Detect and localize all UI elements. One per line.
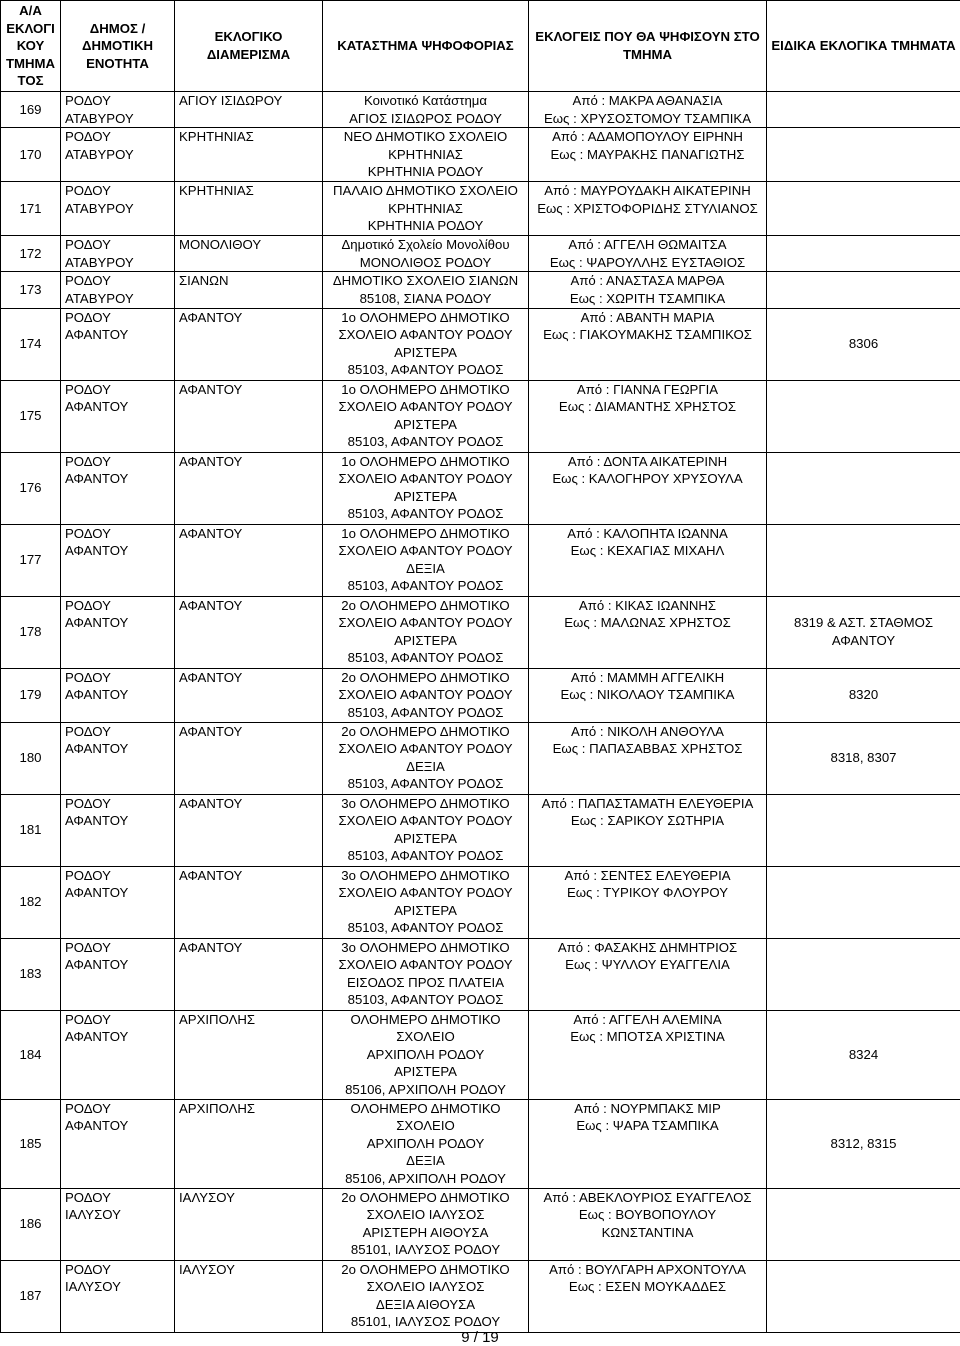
municipality-cell-line: ΡΟΔΟΥ: [65, 273, 111, 289]
section-number-cell: 178: [1, 596, 61, 668]
polling-station-cell-line: ΚΡΗΤΗΝΙΑ ΡΟΔΟΥ: [367, 164, 484, 180]
voter-range-cell: [529, 308, 767, 380]
electoral-district-cell: ΑΦΑΝΤΟΥ: [175, 668, 323, 722]
section-number-cell: 172: [1, 236, 61, 272]
municipality-cell-line: ΑΦΑΝΤΟΥ: [65, 543, 129, 559]
polling-station-cell: [323, 236, 529, 272]
polling-station-cell: [323, 1188, 529, 1260]
polling-station-cell-line: ΑΓΙΟΣ ΙΣΙΔΩΡΟΣ ΡΟΔΟΥ: [349, 110, 502, 126]
voter-range-cell-line: Από : ΚΙΚΑΣ ΙΩΑΝΝΗΣ: [578, 597, 717, 613]
polling-station-cell-line: 2ο ΟΛΟΗΜΕΡΟ ΔΗΜΟΤΙΚΟ: [341, 669, 510, 685]
electoral-district-cell: ΑΦΑΝΤΟΥ: [175, 380, 323, 452]
polling-station-cell: [323, 128, 529, 182]
voter-range-cell: [529, 92, 767, 128]
voter-range-cell: [529, 668, 767, 722]
voter-range-cell-line: Εως : ΣΑΡΙΚΟΥ ΣΩΤΗΡΙΑ: [570, 813, 725, 829]
voter-range-cell: [529, 722, 767, 794]
section-number-cell: 169: [1, 92, 61, 128]
polling-station-cell: [323, 938, 529, 1010]
polling-station-cell: [323, 380, 529, 452]
voter-range-cell: [529, 380, 767, 452]
electoral-district-cell: ΑΦΑΝΤΟΥ: [175, 596, 323, 668]
polling-station-cell-line: ΚΡΗΤΗΝΙΑ ΡΟΔΟΥ: [367, 218, 484, 234]
polling-station-cell: [323, 182, 529, 236]
municipality-cell-line: ΑΦΑΝΤΟΥ: [65, 957, 129, 973]
municipality-cell-line: ΑΦΑΝΤΟΥ: [65, 687, 129, 703]
electoral-district-cell: ΙΑΛΥΣΟΥ: [175, 1260, 323, 1332]
municipality-cell-line: ΑΦΑΝΤΟΥ: [65, 615, 129, 631]
voter-range-cell-line: Από : ΑΓΓΕΛΗ ΑΛΕΜΙΝΑ: [573, 1011, 722, 1027]
polling-station-cell-line: ΟΛΟΗΜΕΡΟ ΔΗΜΟΤΙΚΟ ΣΧΟΛΕΙΟ: [350, 1011, 501, 1045]
voter-range-cell-line: Εως : ΨΥΛΛΟΥ ΕΥΑΓΓΕΛΙΑ: [565, 957, 730, 973]
polling-station-cell-line: 1ο ΟΛΟΗΜΕΡΟ ΔΗΜΟΤΙΚΟ: [341, 381, 510, 397]
section-number-cell: 177: [1, 524, 61, 596]
polling-station-cell: [323, 92, 529, 128]
polling-station-cell-line: ΣΧΟΛΕΙΟ ΑΦΑΝΤΟΥ ΡΟΔΟΥ: [338, 885, 513, 901]
section-number-cell: 179: [1, 668, 61, 722]
polling-station-cell-line: ΔΕΞΙΑ: [406, 758, 445, 774]
header-polling-station: ΚΑΤΑΣΤΗΜΑ ΨΗΦΟΦΟΡΙΑΣ: [323, 1, 529, 92]
table-row: [1, 668, 960, 722]
special-sections-cell: [767, 1010, 960, 1099]
section-number-cell: 182: [1, 866, 61, 938]
polling-station-cell: [323, 308, 529, 380]
voter-range-cell-line: Από : ΦΑΣΑΚΗΣ ΔΗΜΗΤΡΙΟΣ: [557, 939, 738, 955]
polling-station-cell-line: 1ο ΟΛΟΗΜΕΡΟ ΔΗΜΟΤΙΚΟ: [341, 309, 510, 325]
header-municipality: ΔΗΜΟΣ / ΔΗΜΟΤΙΚΗ ΕΝΟΤΗΤΑ: [61, 1, 175, 92]
municipality-cell-line: ΡΟΔΟΥ: [65, 723, 111, 739]
municipality-cell: [61, 1099, 175, 1188]
special-sections-cell: [767, 1099, 960, 1188]
header-voter-range: ΕΚΛΟΓΕΙΣ ΠΟΥ ΘΑ ΨΗΦΙΣΟΥΝ ΣΤΟ ΤΜΗΜΑ: [529, 1, 767, 92]
polling-station-cell-line: 85106, ΑΡΧΙΠΟΛΗ ΡΟΔΟΥ: [345, 1081, 506, 1097]
voter-range-cell-line: Εως : ΚΑΛΟΓΗΡΟΥ ΧΡΥΣΟΥΛΑ: [552, 471, 743, 487]
special-sections-cell: [767, 668, 960, 722]
polling-station-cell-line: ΔΕΞΙΑ ΑΙΘΟΥΣΑ: [375, 1296, 476, 1312]
polling-station-cell-line: ΣΧΟΛΕΙΟ ΑΦΑΝΤΟΥ ΡΟΔΟΥ: [338, 399, 513, 415]
polling-station-cell-line: ΝΕΟ ΔΗΜΟΤΙΚΟ ΣΧΟΛΕΙΟ: [343, 129, 508, 145]
voter-range-cell-line: Εως : ΧΩΡΙΤΗ ΤΣΑΜΠΙΚΑ: [569, 290, 726, 306]
polling-station-cell-line: ΣΧΟΛΕΙΟ ΑΦΑΝΤΟΥ ΡΟΔΟΥ: [338, 957, 513, 973]
voter-range-cell: [529, 452, 767, 524]
table-row: [1, 236, 960, 272]
special-sections-cell-line: 8306: [848, 336, 879, 352]
voter-range-cell: [529, 182, 767, 236]
voter-range-cell: [529, 128, 767, 182]
municipality-cell: [61, 1010, 175, 1099]
municipality-cell-line: ΡΟΔΟΥ: [65, 381, 111, 397]
municipality-cell: [61, 182, 175, 236]
voter-range-cell-line: Από : ΜΑΜΜΗ ΑΓΓΕΛΙΚΗ: [570, 669, 725, 685]
table-body: [1, 92, 960, 1333]
polling-station-cell: [323, 596, 529, 668]
section-number-cell: 183: [1, 938, 61, 1010]
municipality-cell-line: ΑΦΑΝΤΟΥ: [65, 741, 129, 757]
voter-range-cell-line: Εως : ΝΙΚΟΛΑΟΥ ΤΣΑΜΠΙΚΑ: [560, 687, 735, 703]
special-sections-cell: [767, 866, 960, 938]
polling-station-cell-line: 85101, ΙΑΛΥΣΟΣ ΡΟΔΟΥ: [350, 1314, 501, 1330]
municipality-cell-line: ΡΟΔΟΥ: [65, 1261, 111, 1277]
polling-station-cell-line: ΑΡΙΣΤΕΡΑ: [394, 1064, 457, 1080]
special-sections-cell: [767, 938, 960, 1010]
electoral-district-cell: ΑΓΙΟΥ ΙΣΙΔΩΡΟΥ: [175, 92, 323, 128]
header-row: [1, 1, 960, 92]
electoral-district-cell: ΑΦΑΝΤΟΥ: [175, 524, 323, 596]
section-number-cell: 175: [1, 380, 61, 452]
municipality-cell: [61, 722, 175, 794]
special-sections-cell: [767, 380, 960, 452]
polling-station-cell: [323, 668, 529, 722]
polling-station-cell-line: ΑΡΙΣΤΕΡΑ: [394, 416, 457, 432]
polling-station-cell-line: ΔΕΞΙΑ: [406, 560, 445, 576]
electoral-district-cell: ΣΙΑΝΩΝ: [175, 272, 323, 308]
polling-station-cell-line: 85103, ΑΦΑΝΤΟΥ ΡΟΔΟΣ: [347, 776, 504, 792]
table-row: [1, 452, 960, 524]
municipality-cell: [61, 452, 175, 524]
voter-range-cell: [529, 1260, 767, 1332]
polling-station-cell-line: ΣΧΟΛΕΙΟ ΑΦΑΝΤΟΥ ΡΟΔΟΥ: [338, 813, 513, 829]
voter-range-cell-line: Εως : ΓΙΑΚΟΥΜΑΚΗΣ ΤΣΑΜΠΙΚΟΣ: [543, 327, 752, 343]
special-sections-cell-line: 8319 & ΑΣΤ. ΣΤΑΘΜΟΣ: [793, 615, 933, 631]
municipality-cell: [61, 272, 175, 308]
voter-range-cell-line: Από : ΔΟΝΤΑ ΑΙΚΑΤΕΡΙΝΗ: [567, 453, 728, 469]
municipality-cell: [61, 866, 175, 938]
municipality-cell-line: ΡΟΔΟΥ: [65, 669, 111, 685]
header-special-sections: ΕΙΔΙΚΑ ΕΚΛΟΓΙΚΑ ΤΜΗΜΑΤΑ: [767, 1, 960, 92]
table-row: [1, 128, 960, 182]
voter-range-cell-line: Από : ΑΒΕΚΛΟΥΡΙΟΣ ΕΥΑΓΓΕΛΟΣ: [543, 1189, 752, 1205]
electoral-district-cell: ΚΡΗΤΗΝΙΑΣ: [175, 128, 323, 182]
page-number: 9 / 19: [461, 1329, 499, 1346]
voter-range-cell: [529, 236, 767, 272]
section-number-cell: 187: [1, 1260, 61, 1332]
electoral-district-cell: ΑΦΑΝΤΟΥ: [175, 722, 323, 794]
municipality-cell: [61, 92, 175, 128]
special-sections-cell: [767, 308, 960, 380]
municipality-cell-line: ΑΦΑΝΤΟΥ: [65, 471, 129, 487]
municipality-cell-line: ΡΟΔΟΥ: [65, 93, 111, 108]
voter-range-cell-line: Εως : ΠΑΠΑΣΑΒΒΑΣ ΧΡΗΣΤΟΣ: [552, 741, 743, 757]
special-sections-cell: [767, 1260, 960, 1332]
voter-range-cell-line: ΚΩΝΣΤΑΝΤΙΝΑ: [601, 1224, 694, 1240]
section-number-cell: 173: [1, 272, 61, 308]
municipality-cell: [61, 596, 175, 668]
table-row: [1, 866, 960, 938]
polling-station-cell-line: 3ο ΟΛΟΗΜΕΡΟ ΔΗΜΟΤΙΚΟ: [341, 795, 510, 811]
electoral-district-cell: ΑΦΑΝΤΟΥ: [175, 308, 323, 380]
table-row: [1, 272, 960, 308]
polling-station-cell: [323, 794, 529, 866]
polling-station-cell-line: ΠΑΛΑΙΟ ΔΗΜΟΤΙΚΟ ΣΧΟΛΕΙΟ: [333, 183, 518, 199]
voter-range-cell-line: Από : ΜΑΥΡΟΥΔΑΚΗ ΑΙΚΑΤΕΡΙΝΗ: [544, 183, 751, 199]
special-sections-cell: [767, 272, 960, 308]
polling-station-cell-line: 2ο ΟΛΟΗΜΕΡΟ ΔΗΜΟΤΙΚΟ: [341, 723, 510, 739]
polling-station-cell-line: 85103, ΑΦΑΝΤΟΥ ΡΟΔΟΣ: [347, 362, 504, 378]
voter-range-cell-line: Εως : ΨΑΡΑ ΤΣΑΜΠΙΚΑ: [576, 1118, 719, 1134]
special-sections-cell: [767, 128, 960, 182]
electoral-district-cell: ΑΦΑΝΤΟΥ: [175, 938, 323, 1010]
voter-range-cell-line: Από : ΝΙΚΟΛΗ ΑΝΘΟΥΛΑ: [571, 723, 724, 739]
voter-range-cell-line: Από : ΑΓΓΕΛΗ ΘΩΜΑΙΤΣΑ: [568, 237, 727, 253]
municipality-cell: [61, 794, 175, 866]
polling-station-cell-line: ΑΡΙΣΤΕΡΑ: [394, 902, 457, 918]
polling-station-cell-line: ΣΧΟΛΕΙΟ ΑΦΑΝΤΟΥ ΡΟΔΟΥ: [338, 543, 513, 559]
polling-station-cell-line: ΔΗΜΟΤΙΚΟ ΣΧΟΛΕΙΟ ΣΙΑΝΩΝ: [332, 273, 519, 289]
polling-station-cell-line: ΚΡΗΤΗΝΙΑΣ: [388, 200, 463, 216]
polling-station-cell: [323, 866, 529, 938]
voter-range-cell-line: Από : ΑΔΑΜΟΠΟΥΛΟΥ ΕΙΡΗΝΗ: [552, 129, 743, 145]
municipality-cell: [61, 1260, 175, 1332]
municipality-cell-line: ΡΟΔΟΥ: [65, 129, 111, 145]
polling-station-cell-line: ΜΟΝΟΛΙΘΟΣ ΡΟΔΟΥ: [359, 254, 492, 270]
header-electoral-district: ΕΚΛΟΓΙΚΟ ΔΙΑΜΕΡΙΣΜΑ: [175, 1, 323, 92]
polling-station-cell-line: ΣΧΟΛΕΙΟ ΑΦΑΝΤΟΥ ΡΟΔΟΥ: [338, 615, 513, 631]
polling-station-cell: [323, 524, 529, 596]
municipality-cell: [61, 308, 175, 380]
municipality-cell-line: ΑΤΑΒΥΡΟΥ: [65, 146, 134, 162]
electoral-district-cell: ΑΦΑΝΤΟΥ: [175, 794, 323, 866]
section-number-cell: 174: [1, 308, 61, 380]
voter-range-cell-line: Εως : ΧΡΙΣΤΟΦΟΡΙΔΗΣ ΣΤΥΛΙΑΝΟΣ: [537, 200, 758, 216]
voter-range-cell-line: Από : ΝΟΥΡΜΠΑΚΣ ΜΙΡ: [574, 1100, 721, 1116]
voter-range-cell-line: Εως : ΜΠΟΤΣΑ ΧΡΙΣΤΙΝΑ: [570, 1029, 725, 1045]
special-sections-cell: [767, 452, 960, 524]
municipality-cell-line: ΡΟΔΟΥ: [65, 795, 111, 811]
municipality-cell-line: ΙΑΛΥΣΟΥ: [65, 1207, 121, 1223]
polling-station-cell-line: ΑΡΙΣΤΕΡΑ: [394, 830, 457, 846]
polling-station-cell-line: 85103, ΑΦΑΝΤΟΥ ΡΟΔΟΣ: [347, 434, 504, 450]
municipality-cell-line: ΑΦΑΝΤΟΥ: [65, 813, 129, 829]
municipality-cell-line: ΑΤΑΒΥΡΟΥ: [65, 200, 134, 216]
voter-range-cell: [529, 524, 767, 596]
polling-station-cell-line: Κοινοτικό Κατάστημα: [363, 93, 488, 108]
section-number-cell: 171: [1, 182, 61, 236]
municipality-cell-line: ΡΟΔΟΥ: [65, 183, 111, 199]
polling-station-cell-line: 85101, ΙΑΛΥΣΟΣ ΡΟΔΟΥ: [350, 1242, 501, 1258]
electoral-district-cell: ΑΦΑΝΤΟΥ: [175, 452, 323, 524]
municipality-cell-line: ΡΟΔΟΥ: [65, 939, 111, 955]
municipality-cell-line: ΑΤΑΒΥΡΟΥ: [65, 254, 134, 270]
voter-range-cell-line: Εως : ΨΑΡΟΥΛΛΗΣ ΕΥΣΤΑΘΙΟΣ: [549, 254, 746, 270]
municipality-cell-line: ΡΟΔΟΥ: [65, 309, 111, 325]
polling-station-cell-line: ΑΡΧΙΠΟΛΗ ΡΟΔΟΥ: [366, 1046, 485, 1062]
polling-station-cell-line: ΑΡΙΣΤΕΡΗ ΑΙΘΟΥΣΑ: [362, 1224, 489, 1240]
voter-range-cell: [529, 596, 767, 668]
table-row: [1, 938, 960, 1010]
special-sections-cell-line: 8320: [848, 687, 879, 703]
special-sections-cell-line: ΑΦΑΝΤΟΥ: [831, 633, 896, 649]
polling-station-cell-line: ΔΕΞΙΑ: [406, 1153, 445, 1169]
municipality-cell-line: ΡΟΔΟΥ: [65, 1011, 111, 1027]
polling-station-cell-line: 2ο ΟΛΟΗΜΕΡΟ ΔΗΜΟΤΙΚΟ: [341, 597, 510, 613]
polling-station-cell-line: Δημοτικό Σχολείο Μονολίθου: [341, 237, 510, 253]
section-number-cell: 181: [1, 794, 61, 866]
polling-station-cell: [323, 722, 529, 794]
voter-range-cell-line: Από : ΑΒΑΝΤΗ ΜΑΡΙΑ: [580, 309, 715, 325]
municipality-cell-line: ΑΦΑΝΤΟΥ: [65, 885, 129, 901]
polling-station-cell: [323, 1099, 529, 1188]
polling-station-cell-line: 85103, ΑΦΑΝΤΟΥ ΡΟΔΟΣ: [347, 992, 504, 1008]
voter-range-cell-line: Εως : ΒΟΥΒΟΠΟΥΛΟΥ: [578, 1207, 717, 1223]
polling-station-cell-line: ΣΧΟΛΕΙΟ ΙΑΛΥΣΟΣ: [366, 1279, 485, 1295]
polling-station-cell: [323, 272, 529, 308]
special-sections-cell: [767, 524, 960, 596]
header-section-number: Α/Α ΕΚΛΟΓΙ ΚΟΥ ΤΜΗΜΑ ΤΟΣ: [1, 1, 61, 92]
table-row: [1, 596, 960, 668]
voter-range-cell-line: Εως : ΜΑΥΡΑΚΗΣ ΠΑΝΑΓΙΩΤΗΣ: [550, 146, 745, 162]
voter-range-cell-line: Από : ΣΕΝΤΕΣ ΕΛΕΥΘΕΡΙΑ: [564, 867, 731, 883]
municipality-cell-line: ΙΑΛΥΣΟΥ: [65, 1279, 121, 1295]
voter-range-cell: [529, 1188, 767, 1260]
municipality-cell: [61, 236, 175, 272]
special-sections-cell-line: 8318, 8307: [830, 750, 897, 766]
polling-station-cell-line: 85103, ΑΦΑΝΤΟΥ ΡΟΔΟΣ: [347, 650, 504, 666]
polling-station-cell: [323, 1010, 529, 1099]
municipality-cell-line: ΡΟΔΟΥ: [65, 597, 111, 613]
section-number-cell: 185: [1, 1099, 61, 1188]
section-number-cell: 170: [1, 128, 61, 182]
polling-station-cell-line: 85103, ΑΦΑΝΤΟΥ ΡΟΔΟΣ: [347, 920, 504, 936]
municipality-cell-line: ΡΟΔΟΥ: [65, 867, 111, 883]
polling-station-cell-line: 85103, ΑΦΑΝΤΟΥ ΡΟΔΟΣ: [347, 704, 504, 720]
electoral-district-cell: ΑΡΧΙΠΟΛΗΣ: [175, 1099, 323, 1188]
municipality-cell: [61, 938, 175, 1010]
polling-station-cell-line: 1ο ΟΛΟΗΜΕΡΟ ΔΗΜΟΤΙΚΟ: [341, 453, 510, 469]
polling-station-cell-line: 3ο ΟΛΟΗΜΕΡΟ ΔΗΜΟΤΙΚΟ: [341, 867, 510, 883]
municipality-cell-line: ΡΟΔΟΥ: [65, 525, 111, 541]
section-number-cell: 180: [1, 722, 61, 794]
section-number-cell: 176: [1, 452, 61, 524]
voter-range-cell-line: Από : ΓΙΑΝΝΑ ΓΕΩΡΓΙΑ: [576, 381, 719, 397]
voter-range-cell-line: Από : ΚΑΛΟΠΗΤΑ ΙΩΑΝΝΑ: [567, 525, 728, 541]
municipality-cell-line: ΡΟΔΟΥ: [65, 1100, 111, 1116]
table-row: [1, 524, 960, 596]
voter-range-cell-line: Εως : ΧΡΥΣΟΣΤΟΜΟΥ ΤΣΑΜΠΙΚΑ: [543, 110, 752, 126]
special-sections-cell: [767, 92, 960, 128]
electoral-district-cell: ΑΡΧΙΠΟΛΗΣ: [175, 1010, 323, 1099]
polling-station-cell-line: ΑΡΙΣΤΕΡΑ: [394, 488, 457, 504]
table-row: [1, 92, 960, 128]
electoral-district-cell: ΜΟΝΟΛΙΘΟΥ: [175, 236, 323, 272]
polling-station-cell-line: 85106, ΑΡΧΙΠΟΛΗ ΡΟΔΟΥ: [345, 1170, 506, 1186]
table-row: [1, 182, 960, 236]
municipality-cell-line: ΡΟΔΟΥ: [65, 237, 111, 253]
polling-station-cell: [323, 1260, 529, 1332]
municipality-cell: [61, 380, 175, 452]
special-sections-cell: [767, 722, 960, 794]
voter-range-cell: [529, 1010, 767, 1099]
polling-station-cell-line: 2ο ΟΛΟΗΜΕΡΟ ΔΗΜΟΤΙΚΟ: [341, 1189, 510, 1205]
table-row: [1, 1188, 960, 1260]
special-sections-cell: [767, 236, 960, 272]
electoral-district-cell: ΑΦΑΝΤΟΥ: [175, 866, 323, 938]
voter-range-cell-line: Από : ΑΝΑΣΤΑΣΑ ΜΑΡΘΑ: [570, 273, 725, 289]
polling-station-cell: [323, 452, 529, 524]
voter-range-cell-line: Από : ΜΑΚΡΑ ΑΘΑΝΑΣΙΑ: [572, 93, 723, 108]
polling-station-cell-line: ΕΙΣΟΔΟΣ ΠΡΟΣ ΠΛΑΤΕΙΑ: [346, 974, 505, 990]
table-row: [1, 794, 960, 866]
municipality-cell-line: ΡΟΔΟΥ: [65, 1189, 111, 1205]
section-number-cell: 184: [1, 1010, 61, 1099]
special-sections-cell: [767, 1188, 960, 1260]
special-sections-cell: [767, 596, 960, 668]
polling-station-cell-line: ΚΡΗΤΗΝΙΑΣ: [388, 146, 463, 162]
electoral-district-cell: ΚΡΗΤΗΝΙΑΣ: [175, 182, 323, 236]
voter-range-cell-line: Από : ΠΑΠΑΣΤΑΜΑΤΗ ΕΛΕΥΘΕΡΙΑ: [541, 795, 754, 811]
table-row: [1, 1099, 960, 1188]
voter-range-cell: [529, 866, 767, 938]
voter-range-cell-line: Εως : ΕΣΕΝ ΜΟΥΚΑΔΔΕΣ: [568, 1279, 727, 1295]
electoral-district-cell: ΙΑΛΥΣΟΥ: [175, 1188, 323, 1260]
voter-range-cell: [529, 794, 767, 866]
municipality-cell: [61, 668, 175, 722]
polling-station-cell-line: ΣΧΟΛΕΙΟ ΑΦΑΝΤΟΥ ΡΟΔΟΥ: [338, 471, 513, 487]
polling-station-cell-line: 1ο ΟΛΟΗΜΕΡΟ ΔΗΜΟΤΙΚΟ: [341, 525, 510, 541]
municipality-cell-line: ΑΦΑΝΤΟΥ: [65, 399, 129, 415]
municipality-cell: [61, 1188, 175, 1260]
voter-range-cell-line: Εως : ΚΕΧΑΓΙΑΣ ΜΙΧΑΗΛ: [570, 543, 725, 559]
voter-range-cell-line: Από : ΒΟΥΛΓΑΡΗ ΑΡΧΟΝΤΟΥΛΑ: [549, 1261, 746, 1277]
municipality-cell-line: ΑΤΑΒΥΡΟΥ: [65, 110, 134, 126]
table-row: [1, 1260, 960, 1332]
municipality-cell-line: ΑΦΑΝΤΟΥ: [65, 327, 129, 343]
polling-station-cell-line: ΑΡΙΣΤΕΡΑ: [394, 344, 457, 360]
voter-range-cell: [529, 1099, 767, 1188]
municipality-cell-line: ΑΦΑΝΤΟΥ: [65, 1118, 129, 1134]
polling-station-cell-line: ΣΧΟΛΕΙΟ ΑΦΑΝΤΟΥ ΡΟΔΟΥ: [338, 327, 513, 343]
section-number-cell: 186: [1, 1188, 61, 1260]
table-row: [1, 380, 960, 452]
polling-station-cell-line: ΣΧΟΛΕΙΟ ΑΦΑΝΤΟΥ ΡΟΔΟΥ: [338, 687, 513, 703]
municipality-cell-line: ΡΟΔΟΥ: [65, 453, 111, 469]
polling-station-cell-line: 3ο ΟΛΟΗΜΕΡΟ ΔΗΜΟΤΙΚΟ: [341, 939, 510, 955]
polling-station-cell-line: ΟΛΟΗΜΕΡΟ ΔΗΜΟΤΙΚΟ ΣΧΟΛΕΙΟ: [350, 1100, 501, 1134]
municipality-cell: [61, 128, 175, 182]
polling-station-cell-line: 85103, ΑΦΑΝΤΟΥ ΡΟΔΟΣ: [347, 506, 504, 522]
polling-station-cell-line: 2ο ΟΛΟΗΜΕΡΟ ΔΗΜΟΤΙΚΟ: [341, 1261, 510, 1277]
polling-station-cell-line: 85108, ΣΙΑΝΑ ΡΟΔΟΥ: [359, 290, 492, 306]
municipality-cell: [61, 524, 175, 596]
voter-range-cell-line: Εως : ΔΙΑΜΑΝΤΗΣ ΧΡΗΣΤΟΣ: [558, 399, 737, 415]
polling-station-cell-line: 85103, ΑΦΑΝΤΟΥ ΡΟΔΟΣ: [347, 848, 504, 864]
table-row: [1, 722, 960, 794]
municipality-cell-line: ΑΤΑΒΥΡΟΥ: [65, 290, 134, 306]
voter-range-cell-line: Εως : ΤΥΡΙΚΟΥ ΦΛΟΥΡΟΥ: [566, 885, 729, 901]
table-row: [1, 1010, 960, 1099]
polling-station-cell-line: ΣΧΟΛΕΙΟ ΑΦΑΝΤΟΥ ΡΟΔΟΥ: [338, 741, 513, 757]
polling-station-cell-line: ΑΡΧΙΠΟΛΗ ΡΟΔΟΥ: [366, 1135, 485, 1151]
voter-range-cell-line: Εως : ΜΑΛΩΝΑΣ ΧΡΗΣΤΟΣ: [564, 615, 731, 631]
special-sections-cell-line: 8312, 8315: [830, 1135, 897, 1151]
voter-range-cell: [529, 938, 767, 1010]
special-sections-cell: [767, 794, 960, 866]
table-row: [1, 308, 960, 380]
special-sections-cell-line: 8324: [848, 1046, 879, 1062]
special-sections-cell: [767, 182, 960, 236]
polling-station-cell-line: 85103, ΑΦΑΝΤΟΥ ΡΟΔΟΣ: [347, 578, 504, 594]
polling-station-cell-line: ΑΡΙΣΤΕΡΑ: [394, 632, 457, 648]
polling-station-cell-line: ΣΧΟΛΕΙΟ ΙΑΛΥΣΟΣ: [366, 1207, 485, 1223]
voter-range-cell: [529, 272, 767, 308]
municipality-cell-line: ΑΦΑΝΤΟΥ: [65, 1029, 129, 1045]
